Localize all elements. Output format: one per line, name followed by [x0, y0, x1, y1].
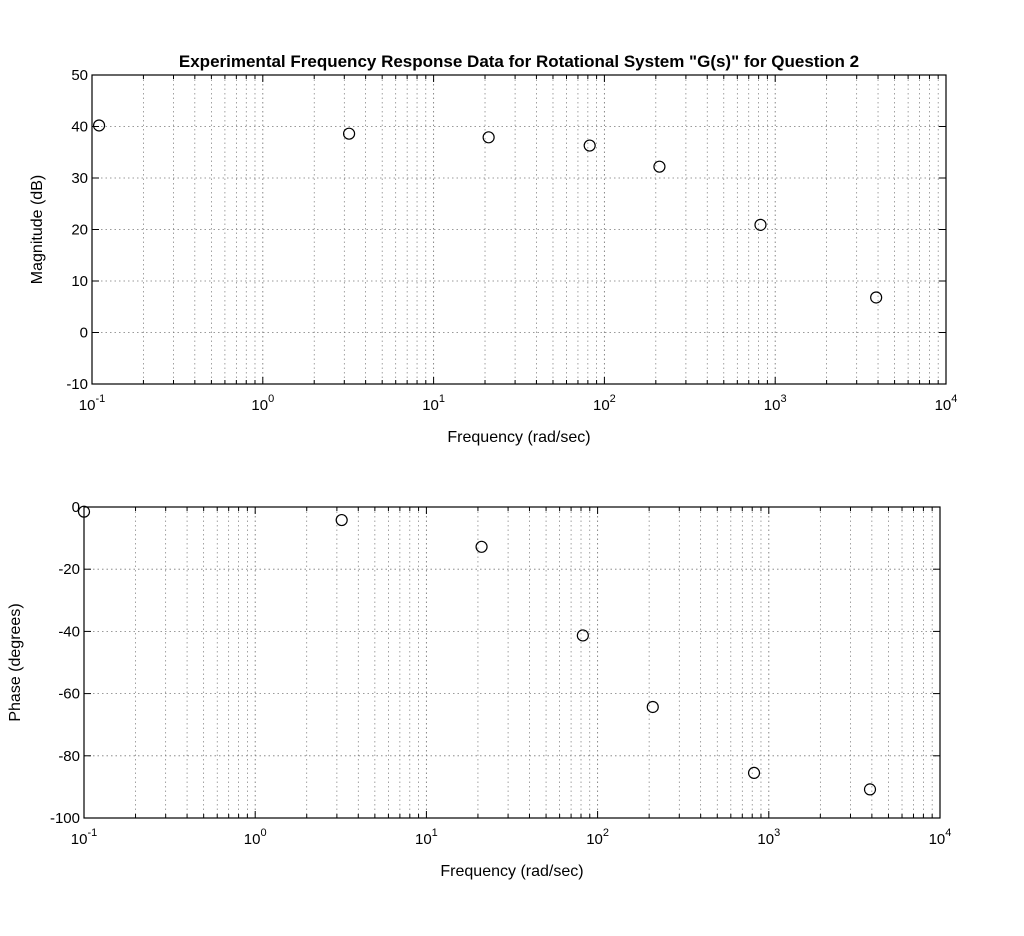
- x-tick-label-exponent: 0: [268, 393, 275, 405]
- x-tick-label-exponent: 2: [602, 827, 610, 839]
- x-tick-label: [415, 827, 438, 848]
- x-tick-label-exponent: 0: [260, 827, 267, 839]
- x-tick-label-base: 10: [78, 397, 96, 414]
- y-tick-label: -40: [58, 623, 80, 641]
- x-axis-label: Frequency (rad/sec): [440, 863, 584, 880]
- x-tick-label-base: 10: [70, 831, 88, 848]
- x-tick-label: [251, 393, 274, 414]
- y-tick-label: -20: [58, 561, 80, 579]
- x-tick-label: [422, 393, 445, 414]
- x-tick-label-base: 10: [414, 831, 432, 848]
- plot-magnitude: [29, 52, 957, 446]
- x-tick-label: [593, 393, 616, 414]
- x-tick-label-exponent: 4: [945, 827, 952, 839]
- x-tick-label-exponent: 1: [431, 827, 438, 839]
- x-tick-label-base: 10: [251, 397, 269, 414]
- plot-phase: [7, 499, 951, 880]
- x-tick-label: [935, 393, 958, 414]
- y-axis-label: Magnitude (dB): [29, 174, 46, 285]
- x-tick-label: [586, 827, 609, 848]
- x-tick-label: [244, 827, 267, 848]
- chart-title: Experimental Frequency Response Data for Rotational System "G(s)" for Question 2: [178, 52, 860, 71]
- y-tick-label: 40: [71, 118, 88, 136]
- x-tick-label-base: 10: [422, 397, 439, 414]
- x-tick-label-base: 10: [592, 397, 610, 414]
- x-tick-label: [71, 827, 97, 848]
- x-tick-label-exponent: 3: [774, 827, 781, 839]
- y-tick-label: 20: [71, 221, 88, 239]
- y-axis-label: Phase (degrees): [7, 603, 24, 722]
- x-tick-label: [79, 393, 105, 414]
- x-tick-label-exponent: 1: [438, 393, 446, 405]
- x-tick-label-exponent: 4: [951, 393, 958, 405]
- x-tick-label-base: 10: [243, 831, 261, 848]
- x-tick-label: [764, 393, 787, 414]
- x-tick-label-base: 10: [934, 397, 952, 414]
- x-tick-label-base: 10: [763, 397, 781, 414]
- x-tick-label-exponent: 2: [609, 393, 616, 405]
- y-tick-label: 30: [71, 170, 88, 187]
- y-tick-label: -100: [49, 810, 80, 827]
- y-tick-label: 0: [79, 324, 88, 342]
- x-axis-label: Frequency (rad/sec): [447, 429, 591, 446]
- x-tick-label: [929, 827, 952, 848]
- plot-area: [84, 507, 940, 818]
- y-tick-label: 10: [71, 273, 88, 290]
- y-tick-label: -10: [66, 376, 88, 393]
- y-tick-label: 50: [71, 67, 88, 84]
- x-tick-label-base: 10: [757, 831, 775, 848]
- x-tick-label-exponent: -1: [87, 827, 98, 839]
- y-tick-label: -80: [58, 747, 80, 765]
- x-tick-label-exponent: -1: [95, 393, 106, 405]
- y-tick-label: -60: [58, 685, 80, 703]
- x-tick-label: [757, 827, 780, 848]
- x-tick-label-exponent: 3: [780, 393, 787, 405]
- x-tick-label-base: 10: [928, 831, 946, 848]
- y-tick-label: 0: [71, 499, 80, 516]
- x-tick-label-base: 10: [586, 831, 603, 848]
